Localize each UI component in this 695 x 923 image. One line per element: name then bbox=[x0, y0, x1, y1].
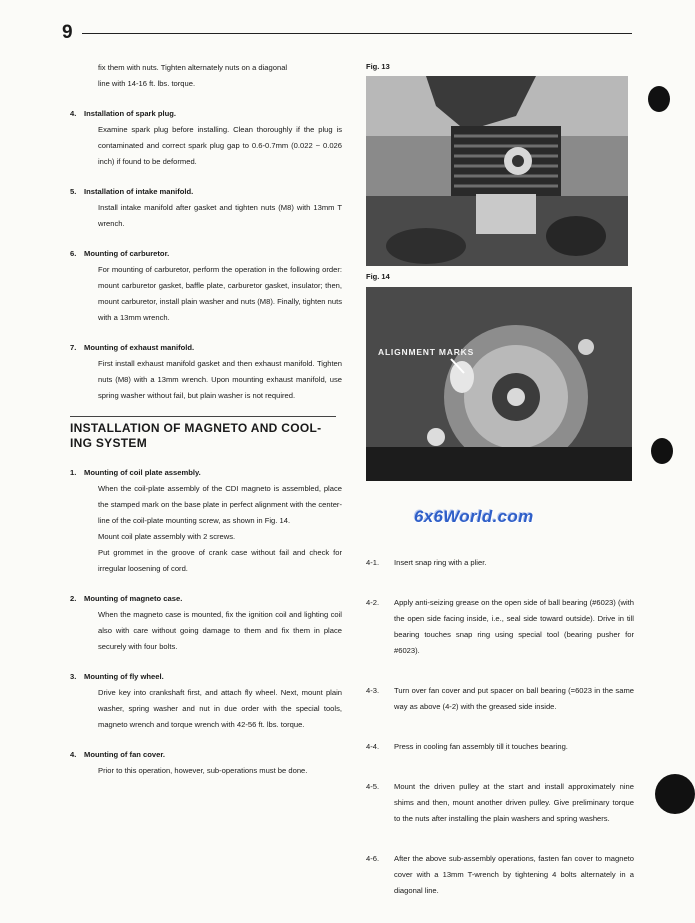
step-item: 4-5. Mount the driven pulley at the start and install approximately nine shims and then, mount another driven pulley. Give preliminary torque to the nuts after installing the plain washers and spring washers. bbox=[366, 782, 634, 823]
binding-hole-mark bbox=[648, 86, 670, 112]
paragraph: Mount coil plate assembly with 2 screws. bbox=[98, 532, 236, 541]
left-column bbox=[70, 60, 342, 779]
engine-cylinder-photo bbox=[366, 76, 628, 266]
bottom-section bbox=[70, 465, 342, 577]
section-heading: 4. Mounting of fan cover. bbox=[70, 750, 165, 759]
magneto-plate-photo bbox=[366, 287, 632, 481]
section-body bbox=[98, 685, 342, 733]
bottom-section bbox=[70, 591, 342, 655]
section-heading: 6. Mounting of carburetor. bbox=[70, 249, 170, 258]
step-item: 4-4. Press in cooling fan assembly till it touches bearing. bbox=[366, 742, 568, 751]
paragraph: When the magneto case is mounted, fix the ignition coil and lighting coil also with care without going damage to them and fix them in place securely with four bolts. bbox=[98, 610, 342, 651]
bottom-section bbox=[70, 669, 342, 733]
section-body bbox=[98, 481, 342, 577]
top-section bbox=[70, 246, 342, 326]
paragraph: Drive key into crankshaft first, and attach fly wheel. Next, mount plain washer, spring washer and nut in due order with the special tools, magneto wrench and torque wrench with 42-56 ft. lbs. torque. bbox=[98, 688, 342, 729]
section-heading: 3. Mounting of fly wheel. bbox=[70, 672, 164, 681]
fig13-label: Fig. 13 bbox=[366, 62, 390, 71]
paragraph: Put grommet in the groove of crank case without fail and check for irregular loosening of cord. bbox=[98, 548, 342, 573]
continued-text bbox=[98, 60, 342, 92]
section-heading: 5. Installation of intake manifold. bbox=[70, 187, 194, 196]
right-column bbox=[366, 555, 634, 923]
binding-hole-mark bbox=[651, 438, 673, 464]
section-heading: 7. Mounting of exhaust manifold. bbox=[70, 343, 195, 352]
top-section bbox=[70, 106, 342, 170]
section-body: Install intake manifold after gasket and tighten nuts (M8) with 13mm T wrench. bbox=[98, 203, 342, 228]
fig14-label: Fig. 14 bbox=[366, 272, 390, 281]
continued-line: fix them with nuts. Tighten alternately nuts on a diagonal bbox=[98, 63, 288, 72]
step-item: 4-2. Apply anti-seizing grease on the open side of ball bearing (#6023) (with the open side facing inside, i.e., seal side toward outside). Drive in till bearing touches snap ring using special tool (bearing pusher for #6023). bbox=[366, 598, 634, 655]
step-item: 4-6. After the above sub-assembly operations, fasten fan cover to magneto cover with a 13mm T-wrench by tightening 4 bolts alternately in a diagonal line. bbox=[366, 854, 634, 895]
watermark: 6x6World.com bbox=[414, 507, 534, 526]
section-body: First install exhaust manifold gasket and then exhaust manifold. Tighten nuts (M8) with a 13mm wrench. Upon mounting exhaust manifold, use spring washer without fail, but plain washer is not required. bbox=[98, 359, 342, 400]
step-item: 4-3. Turn over fan cover and put spacer on ball bearing (=6023 in the same way as above (4-2) with the greased side inside. bbox=[366, 686, 634, 711]
header-rule bbox=[82, 33, 632, 34]
fig14-photo bbox=[366, 287, 632, 481]
page-number: 9 bbox=[62, 22, 73, 43]
section-body: For mounting of carburetor, perform the operation in the following order: mount carburetor gasket, baffle plate, carburetor gasket, insulator; then, mount carburetor, install plain washer and nuts (M8). Finally, tighten nuts with a 13mm wrench. bbox=[98, 265, 342, 322]
paragraph: When the coil-plate assembly of the CDI magneto is assembled, place the stamped mark on the base plate in perfect alignment with the center-line of the coil-plate mounting screw, as shown in Fig. 14. bbox=[98, 484, 342, 525]
section-heading: 2. Mounting of magneto case. bbox=[70, 594, 183, 603]
section-body: Examine spark plug before installing. Clean thoroughly if the plug is contaminated and correct spark plug gap to 0.6-0.7mm (0.022 ~ 0.026 inch) if found to be deformed. bbox=[98, 125, 342, 166]
paragraph: Prior to this operation, however, sub-operations must be done. bbox=[98, 766, 308, 775]
magneto-section-title: INSTALLATION OF MAGNETO AND COOL- ING SYSTEM bbox=[70, 416, 336, 451]
section-body bbox=[98, 763, 342, 779]
top-section bbox=[70, 184, 342, 232]
section-heading: 1. Mounting of coil plate assembly. bbox=[70, 468, 201, 477]
alignment-marks-label: ALIGNMENT MARKS bbox=[378, 347, 475, 357]
continued-line: line with 14-16 ft. lbs. torque. bbox=[98, 79, 196, 88]
bottom-section bbox=[70, 747, 342, 779]
section-heading: 4. Installation of spark plug. bbox=[70, 109, 176, 118]
step-item: 4-1. Insert snap ring with a plier. bbox=[366, 558, 487, 567]
section-body bbox=[98, 607, 342, 655]
binding-hole-mark bbox=[655, 774, 695, 814]
top-section bbox=[70, 340, 342, 404]
fig13-photo bbox=[366, 76, 628, 266]
